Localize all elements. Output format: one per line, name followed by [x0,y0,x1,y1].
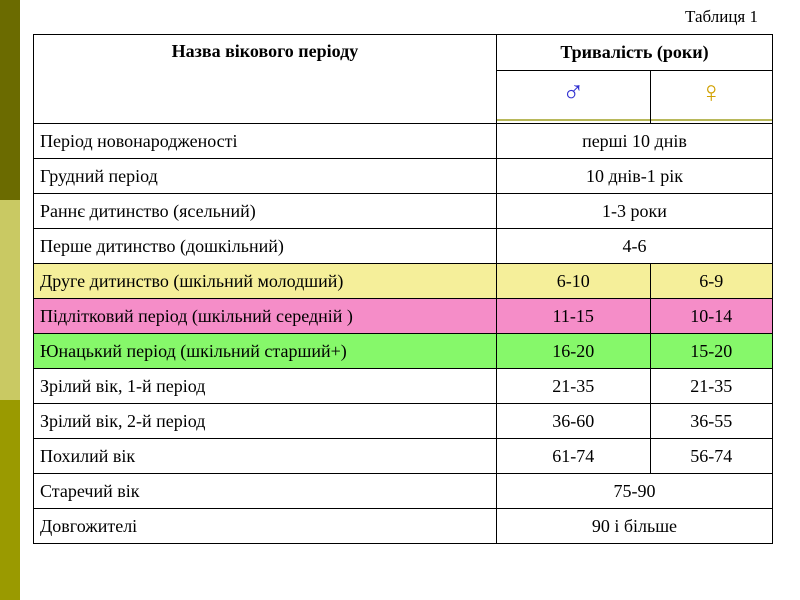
row-female-value: 15-20 [650,334,772,369]
sidebar-segment-light [0,200,20,400]
table-row [34,439,773,474]
table-row [34,124,773,159]
male-symbol-icon: ♂ [561,76,585,109]
row-name: Похилий вік [34,439,497,474]
row-name: Старечий вік [34,474,497,509]
row-female-value: 10-14 [650,299,772,334]
age-periods-table [33,34,773,544]
row-value: 4-6 [496,229,772,264]
table-row-highlight-pink [34,299,773,334]
table-caption: Таблиця 1 [685,7,758,26]
row-female-value: 36-55 [650,404,772,439]
row-male-value: 16-20 [496,334,650,369]
row-name: Друге дитинство (шкільний молодший) [34,264,497,299]
table-row [34,404,773,439]
row-name: Зрілий вік, 1-й період [34,369,497,404]
sidebar-segment-mid [0,400,20,600]
table-row [34,509,773,544]
table-row-highlight-yellow [34,264,773,299]
table-row [34,369,773,404]
decorative-sidebar [0,0,20,600]
row-value: перші 10 днів [496,124,772,159]
row-name: Період новонародженості [34,124,497,159]
row-value: 1-3 роки [496,194,772,229]
row-name: Перше дитинство (дошкільний) [34,229,497,264]
row-value: 90 і більше [496,509,772,544]
row-name: Раннє дитинство (ясельний) [34,194,497,229]
row-name: Довгожителі [34,509,497,544]
row-female-value: 21-35 [650,369,772,404]
sidebar-segment-dark [0,0,20,200]
header-period-name: Назва вікового періоду [34,35,497,124]
row-value: 10 днів-1 рік [496,159,772,194]
row-male-value: 61-74 [496,439,650,474]
row-name: Грудний період [34,159,497,194]
table-row [34,159,773,194]
row-female-value: 6-9 [650,264,772,299]
row-male-value: 6-10 [496,264,650,299]
table-row [34,229,773,264]
header-divider [497,119,650,121]
row-name: Юнацький період (шкільний старший+) [34,334,497,369]
table-row [34,194,773,229]
row-female-value: 56-74 [650,439,772,474]
female-symbol-icon: ♀ [700,76,723,109]
header-divider [651,119,772,121]
header-row [34,35,773,71]
row-name: Зрілий вік, 2-й період [34,404,497,439]
header-female [650,71,772,124]
header-duration: Тривалість (роки) [496,35,772,71]
row-name: Підлітковий період (шкільний середній ) [34,299,497,334]
table-row-highlight-green [34,334,773,369]
row-male-value: 21-35 [496,369,650,404]
row-male-value: 36-60 [496,404,650,439]
header-male [496,71,650,124]
table-row [34,474,773,509]
row-male-value: 11-15 [496,299,650,334]
row-value: 75-90 [496,474,772,509]
